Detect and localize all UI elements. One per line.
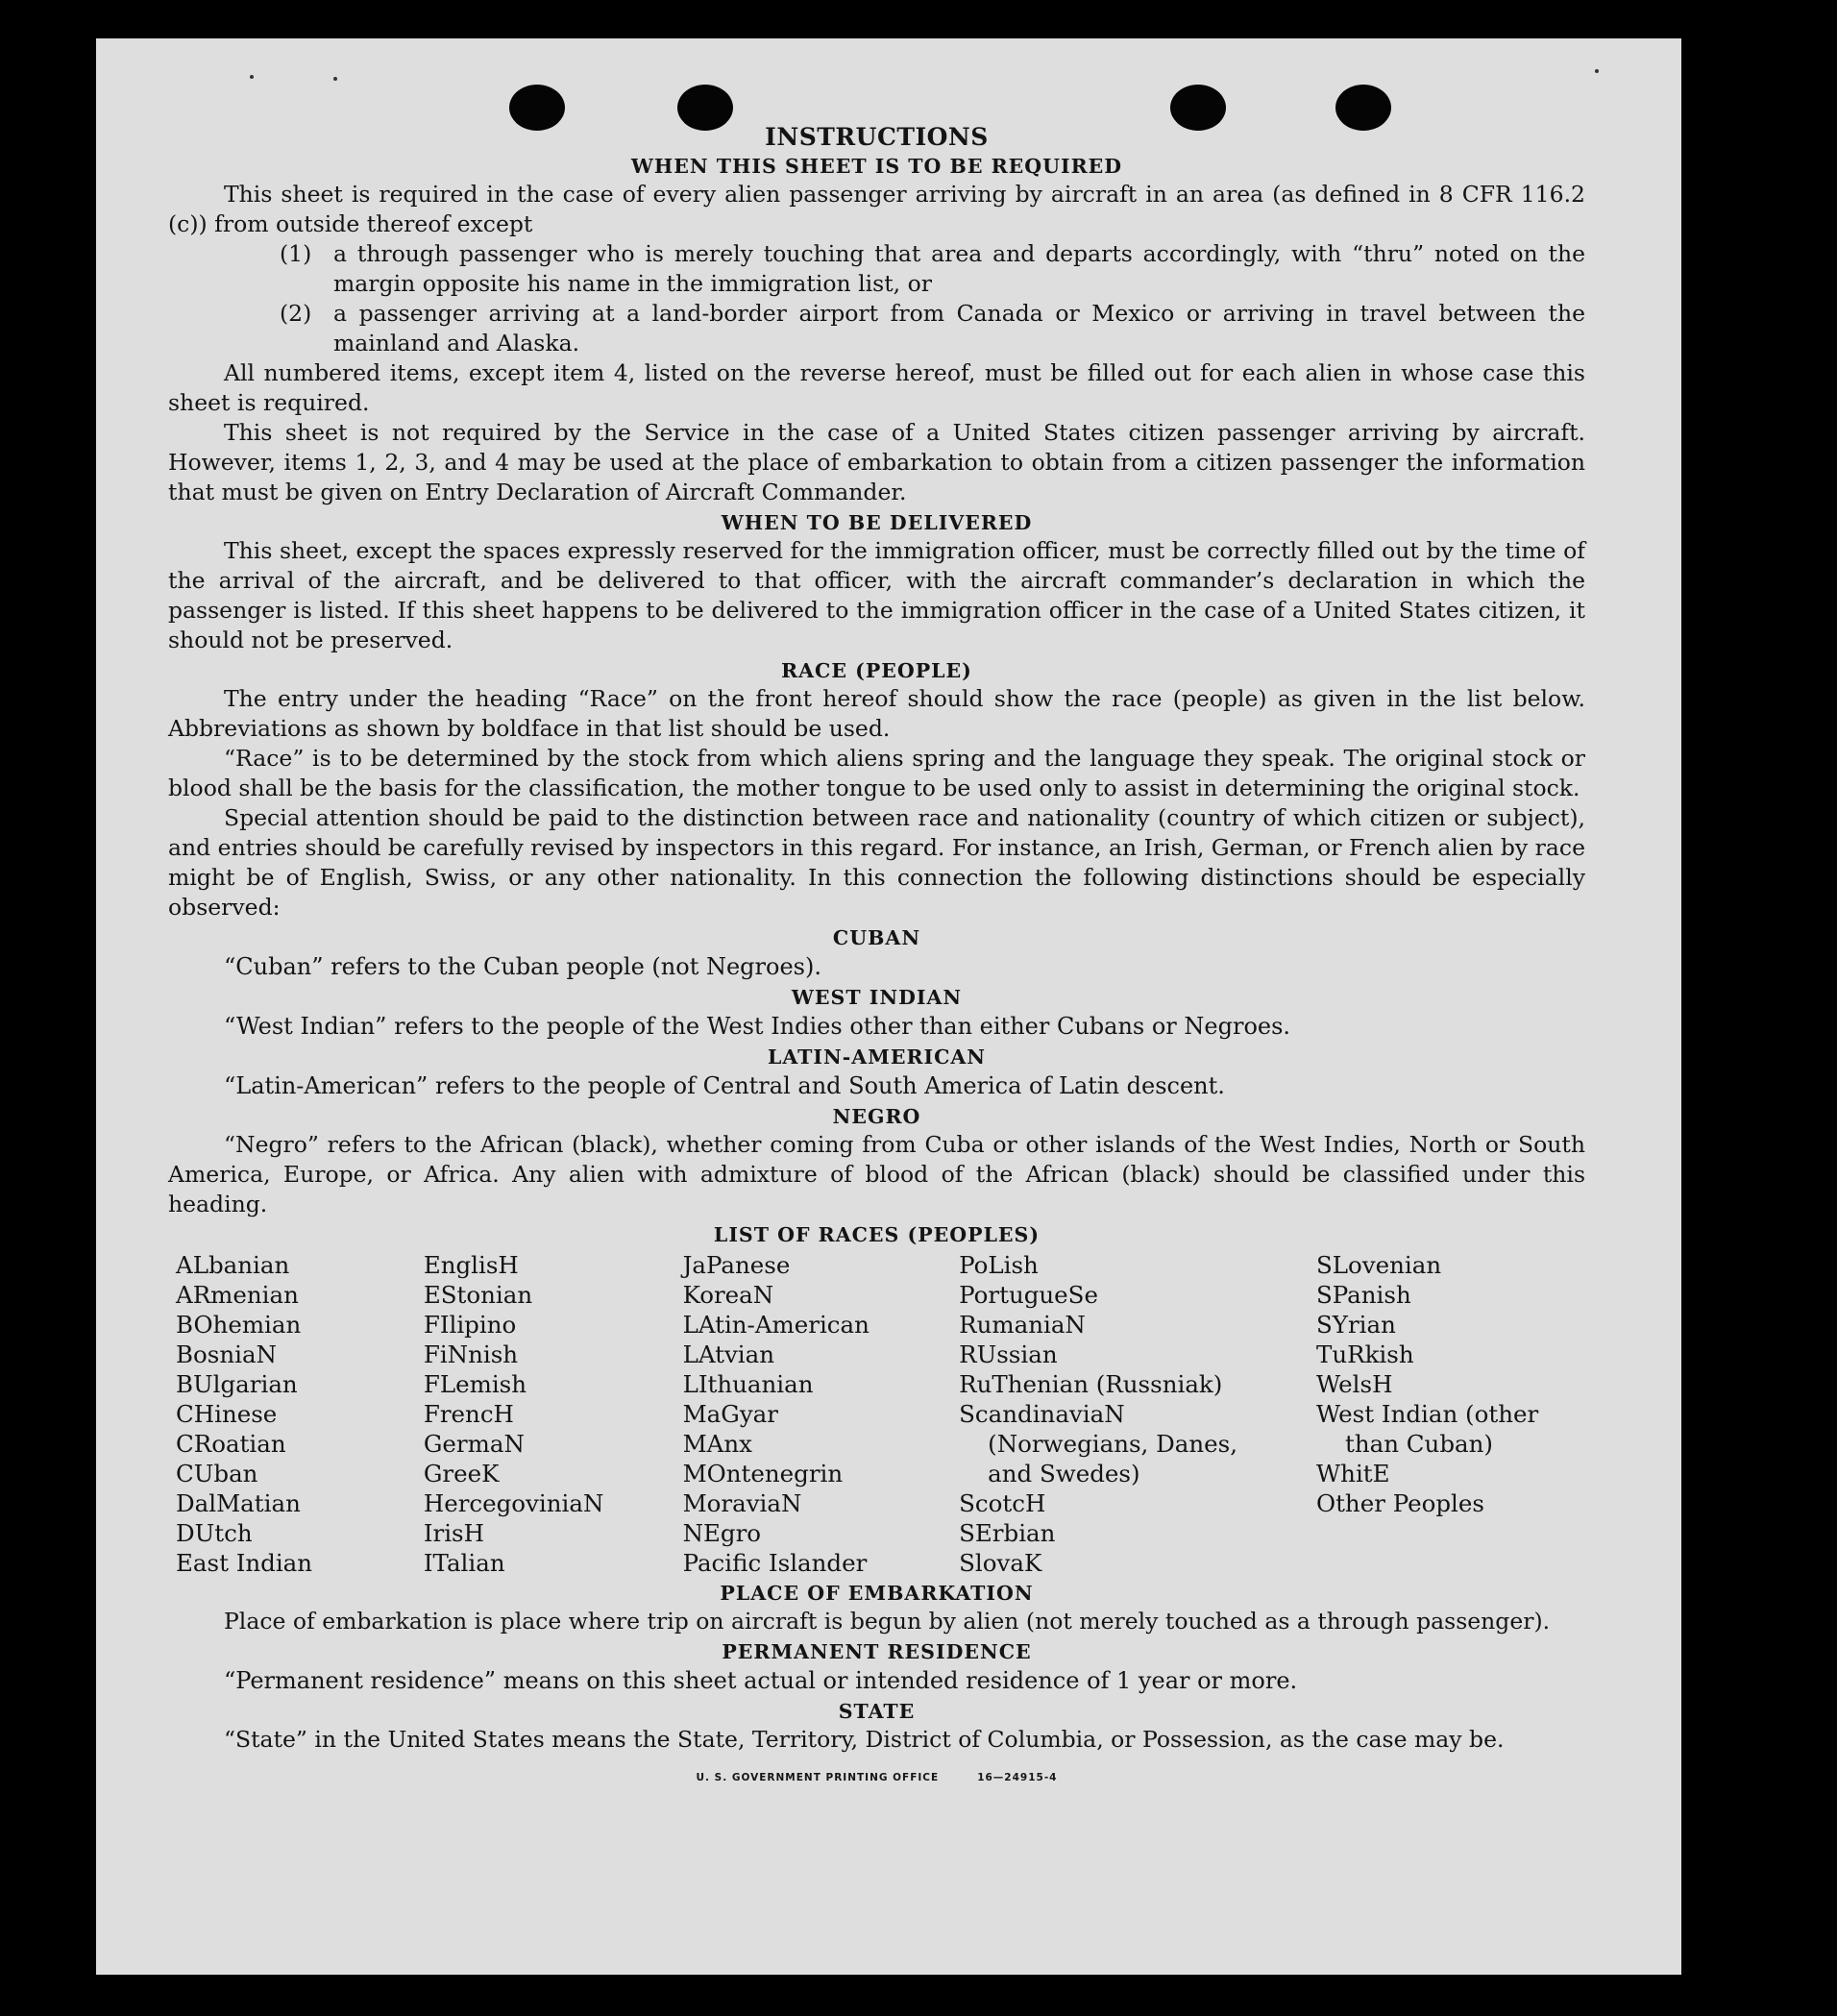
race-column [176,1250,424,1578]
race-column [424,1250,683,1578]
race-entry: IrisH [423,1519,484,1547]
race-entry: SLovenian [1316,1251,1442,1279]
race-entry: EStonian [423,1281,533,1309]
race-entry: RumaniaN [959,1311,1086,1339]
race-entry: BOhemian [176,1311,302,1339]
race-entry: BosniaN [176,1340,277,1368]
definition-negro: “Negro” refers to the African (black), whether coming from Cuba or other islands of the West Indies, North or South America, Europe, or Africa. Any alien with admixture of blood of the African (black) should be classified under this heading. [168,1131,1585,1217]
race-entry: JaPanese [682,1251,791,1279]
heading-latin-american: LATIN-AMERICAN [767,1045,987,1069]
residence-paragraph: “Permanent residence” means on this sheet actual or intended residence of 1 year or more. [224,1667,1298,1694]
race-entry: NEgro [682,1519,762,1547]
race-entry: WhitE [1316,1460,1390,1487]
exception-item [280,299,1585,358]
race-entry: LAtin-American [682,1311,870,1339]
race-paragraph-1: The entry under the heading “Race” on the front hereof should show the race (people) as given in the list below. Abbreviations as shown by boldface in that list should be used. [168,685,1585,742]
race-entry: LIthuanian [682,1370,814,1398]
delivered-paragraph: This sheet, except the spaces expressly reserved for the immigration officer, must be correctly filled out by the time of the arrival of the aircraft, and be delivered to that officer, with the aircraft commander’s declaration in which the passenger is listed. If this sheet happens to be delivered to the immigration officer in the case of a United States citizen, it should not be preserved. [168,537,1585,653]
race-entry: West Indian (other than Cuban) [1316,1400,1539,1458]
exception-number: (1) [280,240,312,267]
race-entry: Other Peoples [1316,1489,1484,1517]
race-entry: KoreaN [682,1281,774,1309]
exception-text: a passenger arriving at a land-border airport from Canada or Mexico or arriving in travel between the mainland and Alaska. [333,300,1585,356]
section-heading-required: WHEN THIS SHEET IS TO BE REQUIRED [630,155,1123,178]
race-entry: SlovaK [959,1549,1042,1577]
race-entry: SPanish [1316,1281,1411,1309]
race-entry: RuThenian (Russniak) [959,1370,1223,1398]
printer-imprint [168,1772,1585,1783]
embarkation-paragraph: Place of embarkation is place where trip on aircraft is begun by alien (not merely touched as a through passenger). [224,1608,1551,1635]
numbered-items-paragraph: All numbered items, except item 4, listed on the reverse hereof, must be filled out for each alien in whose case this sheet is required. [168,359,1585,416]
document-page [96,38,1681,1975]
race-paragraph-3: Special attention should be paid to the distinction between race and nationality (country of which citizen or subject), and entries should be carefully revised by inspectors in this regard. For instance, an Irish, German, or French alien by race might be of English, Swiss, or any other nationality. In this connection the following distinctions should be especially observed: [168,804,1585,921]
definition-west-indian: “West Indian” refers to the people of the West Indies other than either Cubans or Negroes. [224,1013,1291,1040]
race-entry: MAnx [682,1430,752,1458]
race-entry: DalMatian [176,1489,301,1517]
race-entry: FLemish [423,1370,527,1398]
race-entry: East Indian [176,1549,313,1577]
section-heading-race: RACE (PEOPLE) [781,659,972,682]
race-entry: HercegoviniaN [423,1489,604,1517]
page-title: INSTRUCTIONS [765,123,989,151]
race-entry: RUssian [959,1340,1058,1368]
section-heading-delivered: WHEN TO BE DELIVERED [721,511,1033,534]
race-entry: GermaN [423,1430,525,1458]
heading-state: STATE [838,1700,916,1723]
race-entry: LAtvian [682,1340,775,1368]
exception-number: (2) [280,300,312,327]
race-entry: MaGyar [682,1400,778,1428]
state-paragraph: “State” in the United States means the State, Territory, District of Columbia, or Possession, as the case may be. [224,1726,1505,1753]
exception-text: a through passenger who is merely touching that area and departs accordingly, with “thru” noted on the margin opposite his name in the immigration list, or [333,240,1585,297]
race-paragraph-2: “Race” is to be determined by the stock from which aliens spring and the language they speak. The original stock or blood shall be the basis for the classification, the mother tongue to be used only to assist in determining the original stock. [168,745,1585,801]
race-entry: ALbanian [176,1251,290,1279]
race-entry: WelsH [1316,1370,1393,1398]
heading-place-of-embarkation: PLACE OF EMBARKATION [720,1582,1034,1605]
exception-item [280,239,1585,299]
race-entry: FIlipino [423,1311,517,1339]
race-entry: ITalian [423,1549,505,1577]
speck [1595,69,1599,73]
definition-cuban: “Cuban” refers to the Cuban people (not Negroes). [224,953,821,980]
definition-latin-american: “Latin-American” refers to the people of Central and South America of Latin descent. [224,1072,1225,1099]
race-entry: MOntenegrin [682,1460,844,1487]
race-entry: FrencH [423,1400,514,1428]
punch-hole [509,85,565,131]
punch-hole [677,85,733,131]
heading-permanent-residence: PERMANENT RESIDENCE [722,1640,1032,1663]
required-paragraph: This sheet is required in the case of every alien passenger arriving by aircraft in an area (as defined in 8 CFR 116.2 (c)) from outside thereof except [168,181,1585,237]
race-column [1316,1250,1585,1578]
race-entry: ScotcH [959,1489,1046,1517]
speck [333,77,337,81]
race-entry: PortugueSe [959,1281,1098,1309]
heading-list-of-races: LIST OF RACES (PEOPLES) [713,1223,1041,1246]
race-entry: SErbian [959,1519,1056,1547]
race-entry: ARmenian [176,1281,299,1309]
form-code: 16—24915-4 [977,1772,1058,1783]
race-entry: TuRkish [1316,1340,1414,1368]
race-entry: MoraviaN [682,1489,802,1517]
printing-office: U. S. GOVERNMENT PRINTING OFFICE [696,1772,940,1783]
race-entry: GreeK [423,1460,500,1487]
race-entry: EnglisH [423,1251,519,1279]
race-column [683,1250,960,1578]
race-entry: CRoatian [176,1430,286,1458]
heading-west-indian: WEST INDIAN [791,986,963,1009]
heading-cuban: CUBAN [832,926,921,949]
race-column [959,1250,1316,1578]
race-list [176,1250,1585,1578]
race-entry: Pacific Islander [682,1549,868,1577]
punch-hole [1335,85,1391,131]
race-entry: BUlgarian [176,1370,298,1398]
race-entry: FiNnish [423,1340,519,1368]
speck [250,75,254,79]
heading-negro: NEGRO [832,1105,921,1128]
race-entry: ScandinaviaN (Norwegians, Danes, and Swedes) [959,1400,1238,1487]
citizen-paragraph: This sheet is not required by the Service in the case of a United States citizen passenger arriving by aircraft. However, items 1, 2, 3, and 4 may be used at the place of embarkation to obtain from a citizen passenger the information that must be given on Entry Declaration of Aircraft Commander. [168,419,1585,505]
race-entry: CHinese [176,1400,278,1428]
race-entry: DUtch [176,1519,253,1547]
race-entry: SYrian [1316,1311,1396,1339]
race-entry: CUban [176,1460,258,1487]
punch-hole [1170,85,1226,131]
race-entry: PoLish [959,1251,1039,1279]
